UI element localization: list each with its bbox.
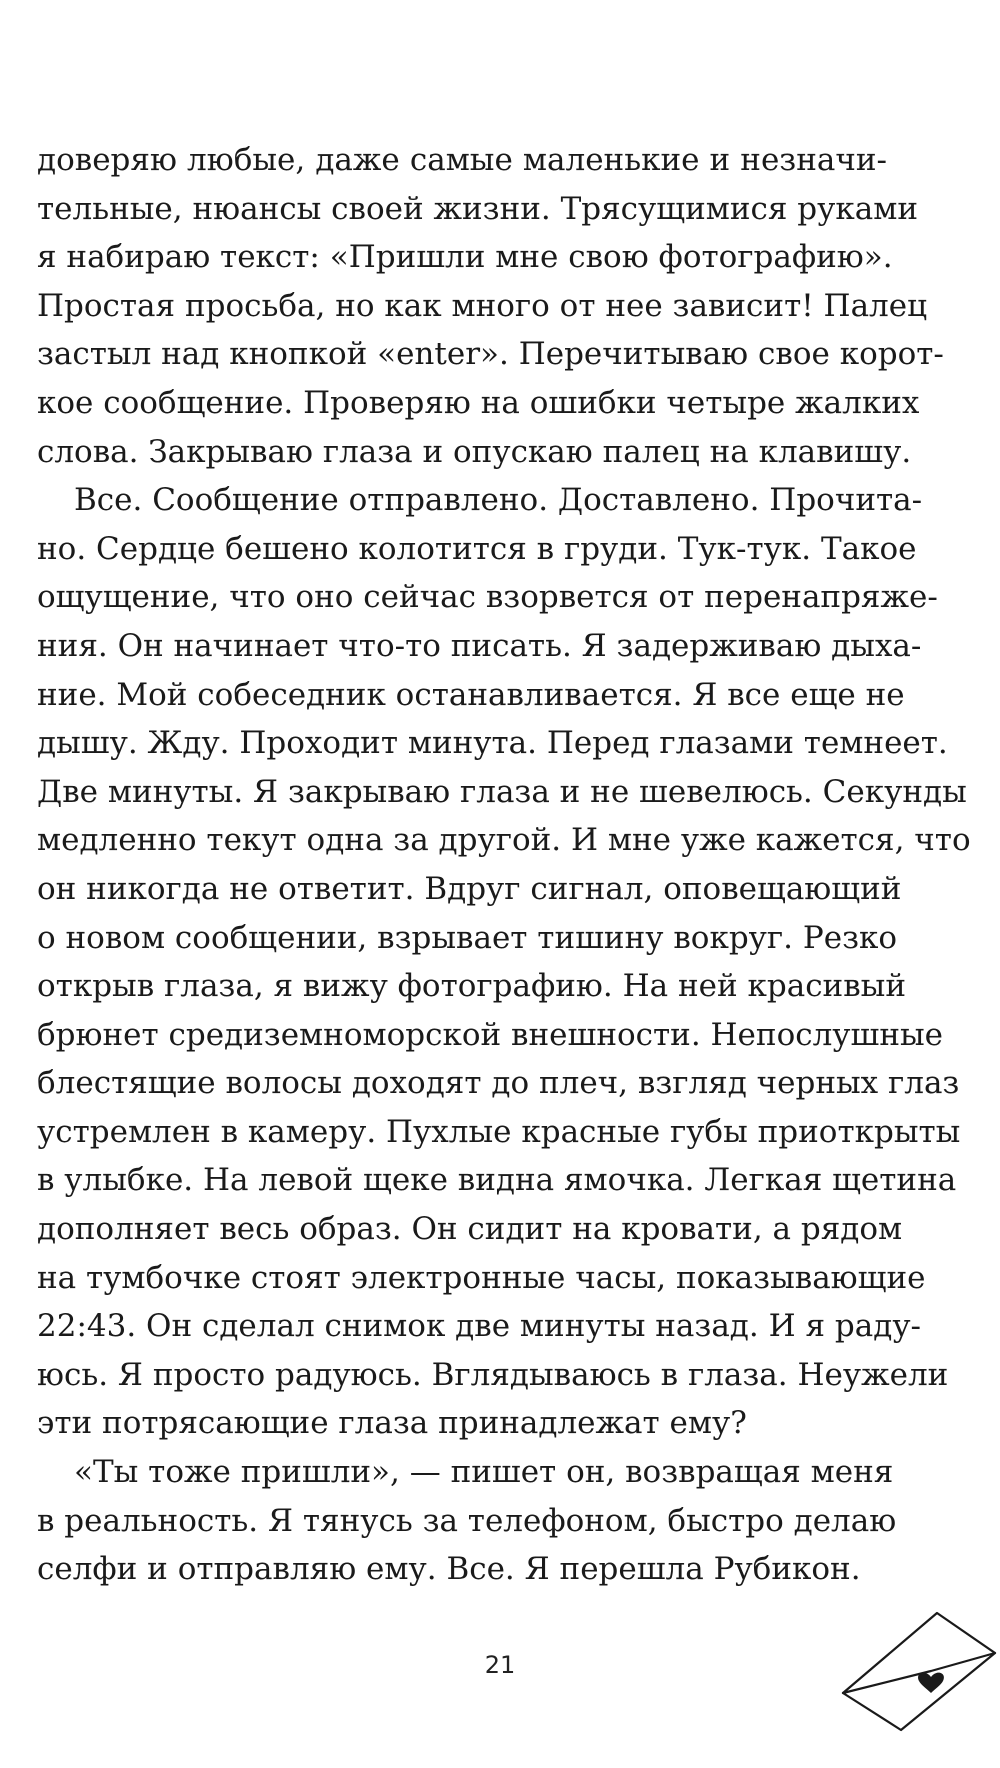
text-line: «Ты тоже пришли», — пишет он, возвращая меня — [74, 1454, 894, 1491]
envelope-outline — [843, 1613, 995, 1730]
text-line: Все. Сообщение отправлено. Доставлено. Прочита- — [74, 482, 923, 519]
text-line: слова. Закрываю глаза и опускаю палец на клавишу. — [37, 433, 912, 470]
text-line: дополняет весь образ. Он сидит на кровати, а рядом — [37, 1211, 903, 1248]
text-line: открыв глаза, я вижу фотографию. На ней красивый — [37, 968, 906, 1005]
text-line: медленно текут одна за другой. И мне уже кажется, что — [37, 822, 971, 859]
text-line: дышу. Жду. Проходит минута. Перед глазами темнеет. — [37, 725, 948, 762]
text-line: на тумбочке стоят электронные часы, показывающие — [37, 1259, 926, 1296]
text-line: в улыбке. На левой щеке видна ямочка. Легкая щетина — [37, 1162, 957, 1199]
text-line: эти потрясающие глаза принадлежат ему? — [37, 1405, 747, 1442]
text-line: о новом сообщении, взрывает тишину вокруг. Резко — [37, 919, 898, 956]
text-line: ние. Мой собеседник останавливается. Я все еще не — [37, 676, 905, 713]
text-line: тельные, нюансы своей жизни. Трясущимися руками — [37, 190, 919, 227]
envelope-heart-icon — [835, 1605, 1000, 1735]
text-line: селфи и отправляю ему. Все. Я перешла Рубикон. — [37, 1551, 861, 1588]
text-line: в реальность. Я тянусь за телефоном, быстро делаю — [37, 1502, 897, 1539]
text-line: юсь. Я просто радуюсь. Вглядываюсь в глаза. Неужели — [37, 1356, 949, 1393]
text-line: Две минуты. Я закрываю глаза и не шевелюсь. Секунды — [37, 773, 967, 810]
text-line: ния. Он начинает что-то писать. Я задерживаю дыха- — [37, 627, 922, 664]
heart-seal — [918, 1673, 944, 1693]
text-line: но. Сердце бешено колотится в груди. Тук-тук. Такое — [37, 530, 917, 567]
text-line: застыл над кнопкой «enter». Перечитываю свое корот- — [37, 336, 944, 373]
text-line: доверяю любые, даже самые маленькие и незначи- — [37, 142, 887, 178]
text-line: я набираю текст: «Пришли мне свою фотографию». — [37, 239, 893, 276]
text-line: устремлен в камеру. Пухлые красные губы приоткрыты — [37, 1113, 961, 1150]
text-line: 22:43. Он сделал снимок две минуты назад. И я раду- — [37, 1308, 922, 1345]
text-line: блестящие волосы доходят до плеч, взгляд черных глаз — [37, 1065, 960, 1102]
text-line: кое сообщение. Проверяю на ошибки четыре жалких — [37, 384, 920, 421]
text-line: он никогда не ответит. Вдруг сигнал, оповещающий — [37, 870, 902, 907]
text-line: брюнет средиземноморской внешности. Непослушные — [37, 1016, 944, 1053]
page-number: 21 — [484, 1651, 516, 1679]
body-text — [37, 136, 971, 1594]
text-line: ощущение, что оно сейчас взорвется от перенапряже- — [37, 579, 938, 616]
text-line: Простая просьба, но как много от нее зависит! Палец — [37, 287, 928, 324]
